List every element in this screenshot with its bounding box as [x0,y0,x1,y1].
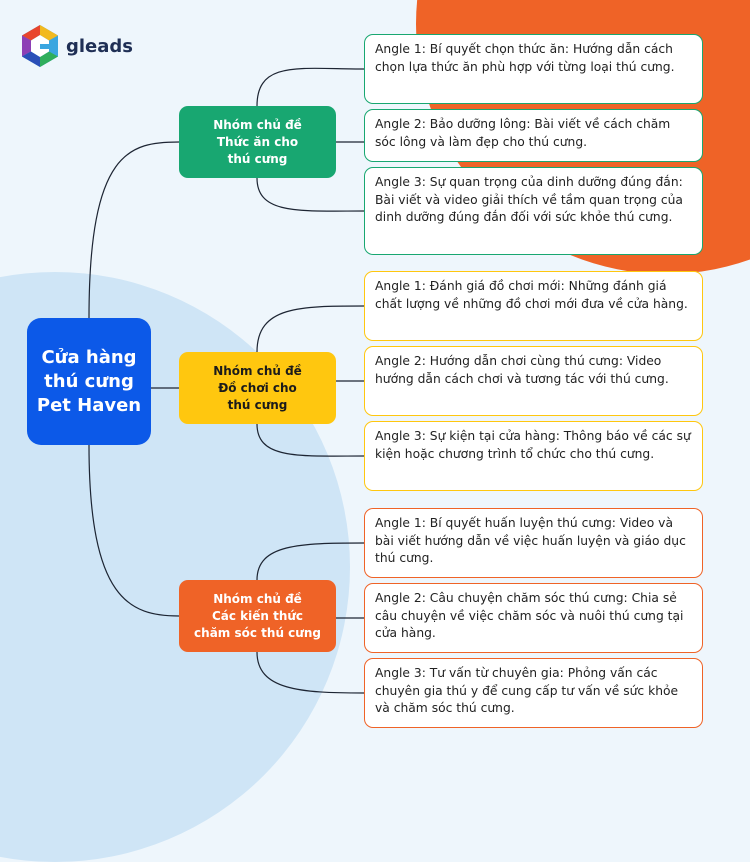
group-node-toys [179,352,336,424]
brand-name: gleads [66,35,134,57]
group-label-line: Nhóm chủ đề [213,117,302,132]
group-label-line: chăm sóc thú cưng [194,625,321,640]
group-label-line: thú cưng [227,151,288,166]
link-root-group-1 [89,142,179,318]
link-g1-a3 [257,178,364,211]
group-label-line: Nhóm chủ đề [213,591,302,606]
angle-box-care-2: Angle 2: Câu chuyện chăm sóc thú cưng: Chia sẻ câu chuyện về việc chăm sóc và nuôi thú cưng tại cửa hàng. [364,583,703,653]
group-label-line: Nhóm chủ đề [213,363,302,378]
root-label-line: Cửa hàng [41,346,137,368]
group-node-care [179,580,336,652]
angle-box-toys-1: Angle 1: Đánh giá đồ chơi mới: Những đánh giá chất lượng về những đồ chơi mới đưa về cửa hàng. [364,271,703,341]
angle-box-care-3: Angle 3: Tư vấn từ chuyên gia: Phỏng vấn các chuyên gia thú y để cung cấp tư vấn về sức khỏe và chăm sóc thú cưng. [364,658,703,728]
group-label-line: Đồ chơi cho [218,380,297,395]
root-label-line: Pet Haven [36,394,142,416]
group-node-food [179,106,336,178]
link-g2-a3 [257,424,364,456]
link-g3-a1 [257,543,364,580]
angle-box-care-1: Angle 1: Bí quyết huấn luyện thú cưng: Video và bài viết hướng dẫn về việc huấn luyện và giáo dục thú cưng. [364,508,703,578]
link-g2-a1 [257,306,364,352]
angle-box-food-2: Angle 2: Bảo dưỡng lông: Bài viết về cách chăm sóc lông và làm đẹp cho thú cưng. [364,109,703,162]
link-g3-a3 [257,652,364,693]
group-label-line: Thức ăn cho [216,134,299,149]
link-root-group-3 [89,445,179,616]
angle-box-toys-3: Angle 3: Sự kiện tại cửa hàng: Thông báo về các sự kiện hoặc chương trình tổ chức cho thú cưng. [364,421,703,491]
group-label-line: Các kiến thức [211,608,304,623]
angle-box-toys-2: Angle 2: Hướng dẫn chơi cùng thú cưng: Video hướng dẫn cách chơi và tương tác với thú cưng. [364,346,703,416]
group-label-line: thú cưng [227,397,288,412]
link-g1-a1 [257,68,364,106]
angle-box-food-3: Angle 3: Sự quan trọng của dinh dưỡng đúng đắn: Bài viết và video giải thích về tầm quan trọng của dinh dưỡng đúng đắn đối với sức khỏe thú cưng. [364,167,703,255]
angle-box-food-1: Angle 1: Bí quyết chọn thức ăn: Hướng dẫn cách chọn lựa thức ăn phù hợp với từng loại thú cưng. [364,34,703,104]
root-label-line: thú cưng [44,370,134,392]
root-node [27,318,151,445]
